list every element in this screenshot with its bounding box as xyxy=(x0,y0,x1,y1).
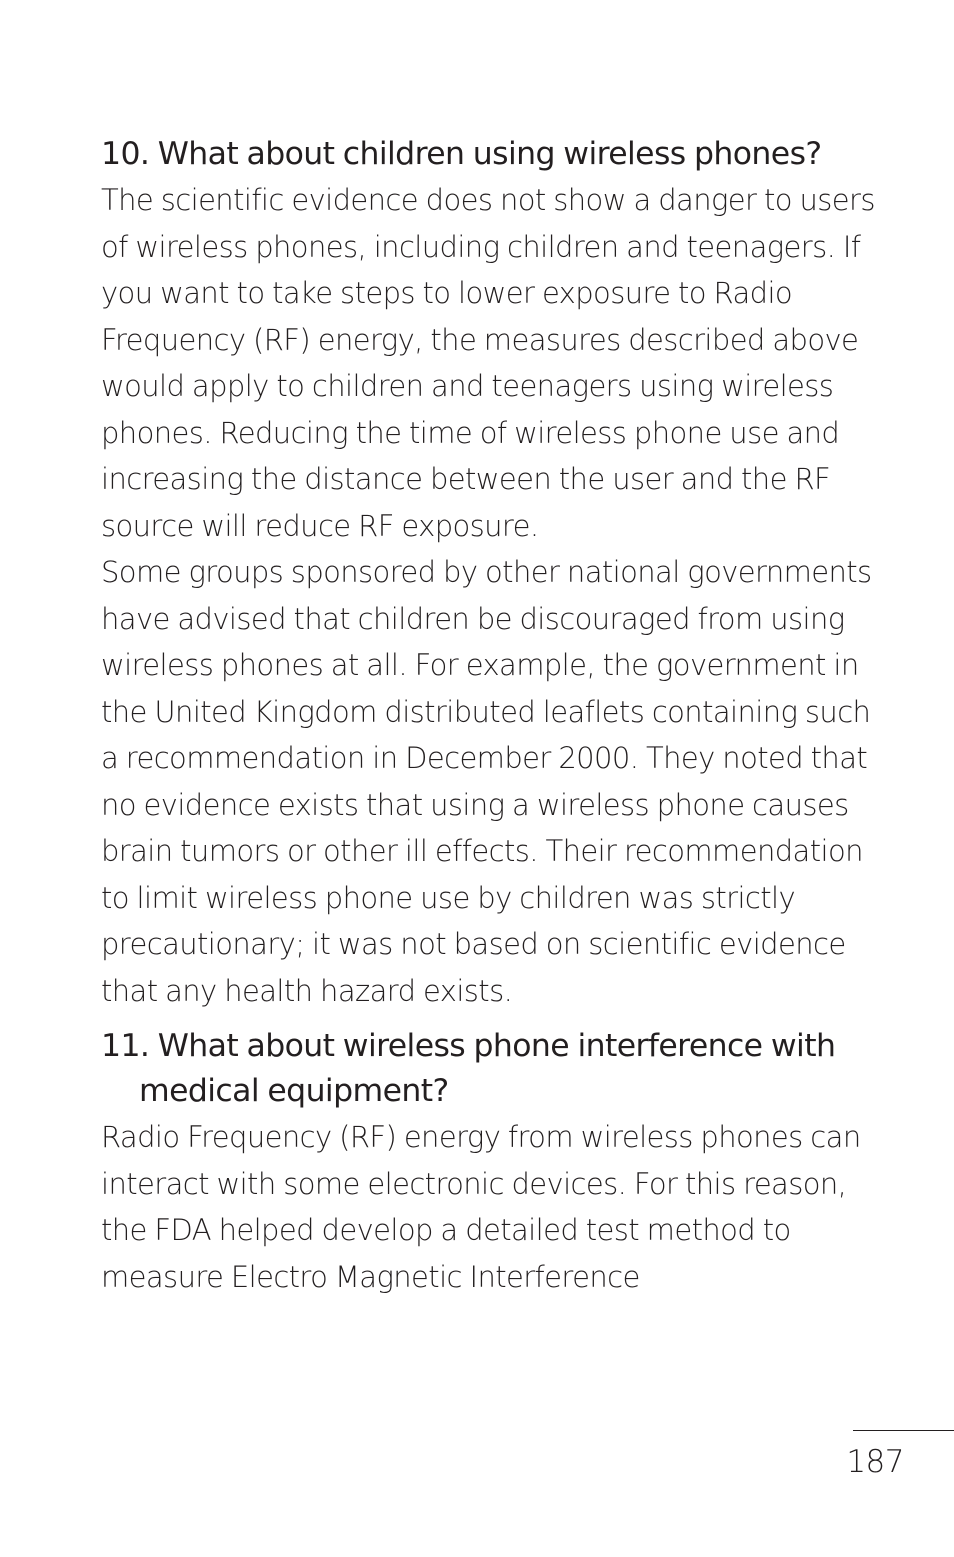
section-10-heading: 10. What about children using wireless phones? xyxy=(101,136,822,172)
section-10-paragraph-1: The scientific evidence does not show a danger to users of wireless phones, including children and teenagers. If you want to take steps to lower exposure to Radio Frequency (RF) energy, the measures described above would apply to children and teenagers using wireless phones. Reducing the time of wireless phone use and increasing the distance between the user and the RF source will reduce RF exposure. xyxy=(101,183,875,543)
section-11-paragraph-1: Radio Frequency (RF) energy from wireless phones can interact with some electronic devices. For this reason, the FDA helped develop a detailed test method to measure Electro Magnetic Interference xyxy=(101,1120,861,1294)
footer-divider xyxy=(853,1430,954,1431)
section-11-heading: 11. What about wireless phone interference with medical equipment? xyxy=(101,1028,836,1109)
section-10-paragraph-2: Some groups sponsored by other national governments have advised that children be discouraged from using wireless phones at all. For example, the government in the United Kingdom distributed leaflets containing such a recommendation in December 2000. They noted that no evidence exists that using a wireless phone causes brain tumors or other ill effects. Their recommendation to limit wireless phone use by children was strictly precautionary; it was not based on scientific evidence that any health hazard exists. xyxy=(101,555,872,1008)
section-spacer xyxy=(101,1014,891,1024)
page-number: 187 xyxy=(846,1444,904,1480)
document-body xyxy=(101,132,891,1300)
